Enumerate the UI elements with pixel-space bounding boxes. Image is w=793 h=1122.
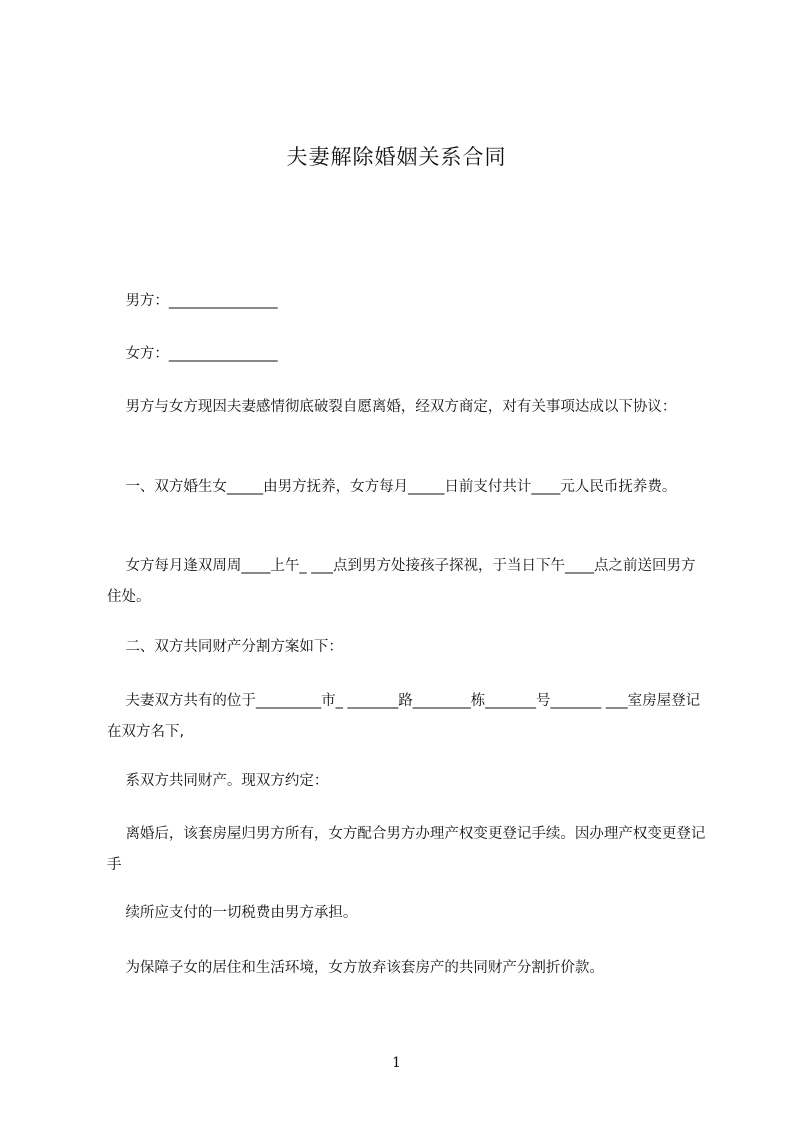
page-number: 1 bbox=[392, 1055, 401, 1071]
paragraph-property-location: 夫妻双方共有的位于_________市_ _______路________栋_______号_______ ___室房屋登记在双方名下, bbox=[107, 693, 701, 740]
paragraph-preamble: 男方与女方现因夫妻感情彻底破裂自愿离婚，经双方商定，对有关事项达成以下协议： bbox=[107, 399, 677, 415]
paragraph-waiver: 为保障子女的居住和生活环境，女方放弃该套房产的共同财产分割折价款。 bbox=[107, 960, 604, 976]
paragraph-house-ownership: 离婚后，该套房屋归男方所有，女方配合男方办理产权变更登记手续。因办理产权变更登记手 bbox=[107, 826, 706, 873]
paragraph-visitation: 女方每月逢双周周____上午_ ___点到男方处接孩子探视，于当日下午____点之前送回男方住处。 bbox=[107, 558, 696, 605]
paragraph-taxes: 续所应支付的一切税费由男方承担。 bbox=[107, 905, 358, 921]
paragraph-child-custody: 一、双方婚生女_____由男方抚养，女方每月_____日前支付共计____元人民币抚养费。 bbox=[107, 479, 677, 495]
paragraph-property-heading: 二、双方共同财产分割方案如下： bbox=[107, 639, 343, 655]
document-title: 夫妻解除婚姻关系合同 bbox=[286, 145, 507, 169]
paragraph-female-party: 女方：_______________ bbox=[107, 346, 278, 362]
paragraph-male-party: 男方：_______________ bbox=[107, 293, 278, 309]
paragraph-joint-property: 系双方共同财产。现双方约定： bbox=[107, 773, 329, 789]
